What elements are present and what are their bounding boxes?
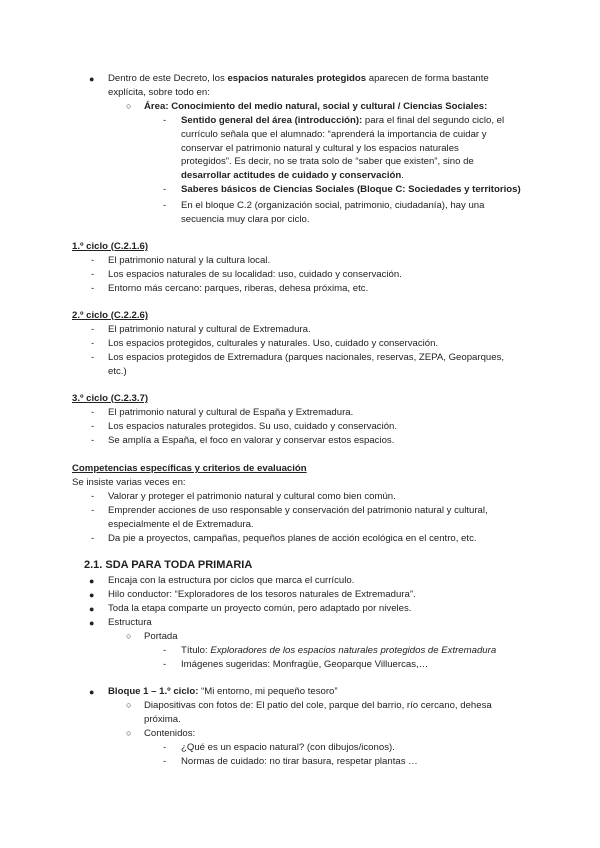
bullet-dash: - xyxy=(91,505,95,516)
bullet-dot: ● xyxy=(89,590,95,600)
ciclo2-item: El patrimonio natural y cultural de Extremadura. xyxy=(108,324,311,335)
competencias-item: Emprender acciones de uso responsable y conservación del patrimonio natural y cultural, xyxy=(108,505,488,516)
sentido-line-2: currículo señala que el alumnado: “aprenderá la importancia de cuidar y xyxy=(181,129,487,140)
sentido-bold: Sentido general del área (introducción): xyxy=(181,115,363,126)
ciclo1-item: Los espacios naturales de su localidad: uso, cuidado y conservación. xyxy=(108,269,402,280)
bullet-dash: - xyxy=(163,115,167,126)
ciclo3-item: Los espacios naturales protegidos. Su uso, cuidado y conservación. xyxy=(108,421,398,432)
sda-item: Toda la etapa comparte un proyecto común, pero adaptado por niveles. xyxy=(108,603,412,614)
ciclo2-item: Los espacios protegidos, culturales y naturales. Uso, cuidado y conservación. xyxy=(108,338,439,349)
ciclo1-item: Entorno más cercano: parques, riberas, dehesa próxima, etc. xyxy=(108,283,369,294)
intro-text: Dentro de este Decreto, los xyxy=(108,73,228,84)
bullet-dash: - xyxy=(91,338,95,349)
imagenes-line: Imágenes sugeridas: Monfragüe, Geoparque Villuercas,… xyxy=(181,659,429,670)
bullet-dash: - xyxy=(91,533,95,544)
bullet-dash: - xyxy=(91,324,95,335)
portada-item: Portada xyxy=(144,631,178,642)
bullet-circle: ○ xyxy=(126,631,132,641)
diapositivas-line-2: próxima. xyxy=(144,714,181,725)
ciclo2-item: Los espacios protegidos de Extremadura (parques nacionales, reservas, ZEPA, Geoparques, xyxy=(108,352,505,363)
bullet-dot: ● xyxy=(89,618,95,628)
area-heading: Área: Conocimiento del medio natural, social y cultural / Ciencias Sociales: xyxy=(144,101,488,112)
sentido-line-4: protegidos”. Es decir, no se trata solo de “saber que existen”, sino de xyxy=(181,156,474,167)
bullet-dash: - xyxy=(163,200,167,211)
sentido-line-5-bold: desarrollar actitudes de cuidado y conservación xyxy=(181,170,402,181)
bullet-circle: ○ xyxy=(126,700,132,710)
contenido-item: ¿Qué es un espacio natural? (con dibujos/iconos). xyxy=(181,742,395,753)
bullet-dash: - xyxy=(163,184,167,195)
intro-text-post: aparecen de forma bastante xyxy=(366,73,489,84)
competencias-heading: Competencias específicas y criterios de evaluación xyxy=(72,463,307,474)
titulo-line xyxy=(181,644,496,657)
ciclo1-heading: 1.º ciclo (C.2.1.6) xyxy=(72,241,149,252)
bullet-dot: ● xyxy=(89,576,95,586)
bloque1-post: “Mi entorno, mi pequeño tesoro” xyxy=(198,686,338,697)
bullet-dot: ● xyxy=(89,687,95,697)
bullet-dash: - xyxy=(91,352,95,363)
contenidos-heading: Contenidos: xyxy=(144,728,196,739)
bloquec2-line-1: En el bloque C.2 (organización social, patrimonio, ciudadanía), hay una xyxy=(181,200,485,211)
ciclo2-item-cont: etc.) xyxy=(108,366,127,377)
intro-bold: espacios naturales protegidos xyxy=(227,73,367,84)
ciclo3-item: Se amplía a España, el foco en valorar y conservar estos espacios. xyxy=(108,435,395,446)
bullet-dash: - xyxy=(91,269,95,280)
ciclo3-heading: 3.º ciclo (C.2.3.7) xyxy=(72,393,149,404)
sentido-line-5 xyxy=(181,169,404,182)
bullet-dash: - xyxy=(163,659,167,670)
bullet-dash: - xyxy=(91,255,95,266)
bullet-dash: - xyxy=(91,283,95,294)
sda-item: Estructura xyxy=(108,617,152,628)
ciclo3-item: El patrimonio natural y cultural de España y Extremadura. xyxy=(108,407,354,418)
intro-line-1 xyxy=(108,72,489,85)
sentido-line-1 xyxy=(181,114,504,127)
bullet-dash: - xyxy=(91,435,95,446)
sda-heading: 2.1. SDA PARA TODA PRIMARIA xyxy=(84,559,253,571)
sentido-line-3: conservar el patrimonio natural y cultural y los espacios naturales xyxy=(181,143,459,154)
sda-item: Hilo conductor: “Exploradores de los tesoros naturales de Extremadura”. xyxy=(108,589,416,600)
sentido-line-5-post: . xyxy=(401,170,404,181)
contenido-item: Normas de cuidado: no tirar basura, respetar plantas … xyxy=(181,756,418,767)
diapositivas-line-1: Diapositivas con fotos de: El patio del cole, parque del barrio, río cercano, dehesa xyxy=(144,700,492,711)
bullet-circle: ○ xyxy=(126,728,132,738)
bloquec2-line-2: secuencia muy clara por ciclo. xyxy=(181,214,310,225)
bullet-dash: - xyxy=(91,421,95,432)
titulo-label: Título: xyxy=(181,645,211,656)
titulo-italic: Exploradores de los espacios naturales protegidos de Extremadura xyxy=(210,645,497,656)
bullet-dash: - xyxy=(91,491,95,502)
bloque1-heading xyxy=(108,685,338,698)
bullet-dot: ● xyxy=(89,604,95,614)
bullet-circle: ○ xyxy=(126,101,132,111)
bloque1-bold: Bloque 1 – 1.º ciclo: xyxy=(108,686,199,697)
sda-item: Encaja con la estructura por ciclos que marca el currículo. xyxy=(108,575,355,586)
competencias-intro: Se insiste varias veces en: xyxy=(72,477,186,488)
competencias-item-cont: especialmente el de Extremadura. xyxy=(108,519,254,530)
bullet-dash: - xyxy=(163,742,167,753)
sentido-post: para el final del segundo ciclo, el xyxy=(362,115,505,126)
ciclo1-item: El patrimonio natural y la cultura local. xyxy=(108,255,271,266)
bullet-dash: - xyxy=(163,756,167,767)
saberes-heading: Saberes básicos de Ciencias Sociales (Bloque C: Sociedades y territorios) xyxy=(181,184,521,195)
competencias-item: Valorar y proteger el patrimonio natural y cultural como bien común. xyxy=(108,491,396,502)
bullet-dot: ● xyxy=(89,74,95,84)
bullet-dash: - xyxy=(163,645,167,656)
competencias-item: Da pie a proyectos, campañas, pequeños planes de acción ecológica en el centro, etc. xyxy=(108,533,477,544)
bullet-dash: - xyxy=(91,407,95,418)
ciclo2-heading: 2.º ciclo (C.2.2.6) xyxy=(72,310,149,321)
intro-line-2: explícita, sobre todo en: xyxy=(108,87,210,98)
